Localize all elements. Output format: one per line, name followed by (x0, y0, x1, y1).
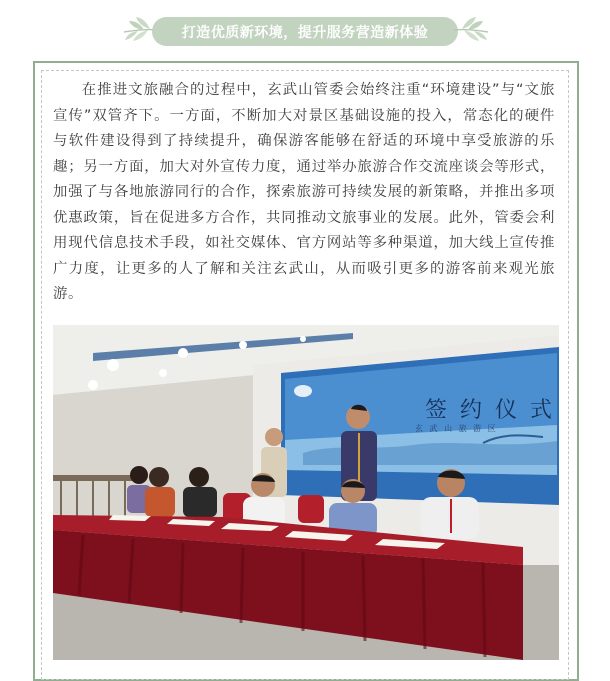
photo-scene (53, 325, 559, 660)
section-title: 打造优质新环境，提升服务营造新体验 (152, 17, 458, 46)
leaf-branch-icon (452, 12, 492, 46)
section-header (0, 0, 610, 58)
screen-subtitle: 玄 武 山 旅 游 区 (415, 424, 498, 433)
article-paragraph: 在推进文旅融合的过程中，玄武山管委会始终注重“环境建设”与“文旅宣传”双管齐下。一方面，不断加大对景区基础设施的投入，常态化的硬件与软件建设得到了持续提升，确保游客能够在舒适的环境中享受旅游的乐趣；另一方面，加大对外宣传力度，通过举办旅游合作交流座谈会等形式，加强了与各地旅游同行的合作，探索旅游可持续发展的新策略，并推出多项优惠政策，旨在促进多方合作，共同推动文旅事业的发展。此外，管委会利用现代信息技术手段，如社交媒体、官方网站等多种渠道，加大线上宣传推广力度，让更多的人了解和关注玄武山，从而吸引更多的游客前来观光旅游。 (53, 82, 555, 302)
signing-ceremony-photo (53, 325, 559, 660)
screen-title: 签 约 仪 式 (425, 398, 555, 423)
